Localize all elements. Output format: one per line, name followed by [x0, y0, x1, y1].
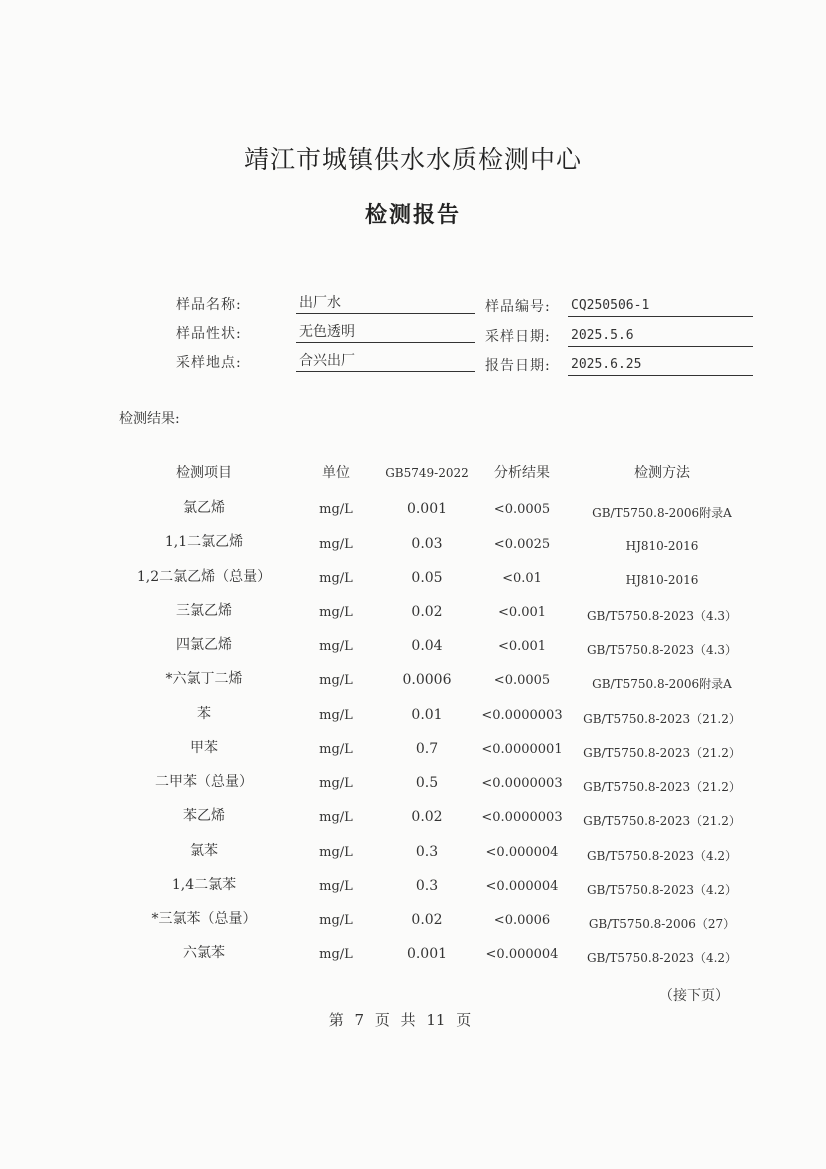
report-date-value: 2025.6.25: [568, 355, 753, 376]
cell-limit: 0.7: [415, 741, 439, 757]
header-standard: GB5749-2022: [385, 466, 469, 480]
cell-item: 1,1二氯乙烯: [164, 534, 244, 550]
cell-limit: 0.04: [411, 638, 443, 654]
cell-method: GB/T5750.8-2006附录A: [592, 506, 732, 520]
cell-result: <0.0025: [493, 537, 551, 552]
cell-limit: 0.02: [411, 604, 443, 620]
cell-limit: 0.3: [415, 878, 439, 894]
cell-item: 1,4二氯苯: [171, 877, 237, 893]
cell-limit: 0.03: [411, 536, 443, 552]
cell-method: GB/T5750.8-2023（21.2）: [583, 746, 741, 760]
cell-unit: mg/L: [319, 742, 353, 757]
cell-result: <0.0000003: [481, 708, 563, 723]
cell-item: 三氯乙烯: [176, 603, 232, 619]
cell-unit: mg/L: [319, 537, 353, 552]
cell-limit: 0.5: [415, 775, 439, 791]
sample-property-label: 样品性状:: [176, 326, 242, 342]
cell-result: <0.000004: [485, 845, 559, 860]
cell-unit: mg/L: [319, 776, 353, 791]
cell-method: GB/T5750.8-2006附录A: [592, 677, 732, 691]
cell-method: HJ810-2016: [625, 573, 699, 587]
cell-item: *六氯丁二烯: [165, 671, 243, 687]
cell-item: 苯乙烯: [183, 808, 225, 824]
cell-unit: mg/L: [319, 502, 353, 517]
cell-method: GB/T5750.8-2023（4.2）: [586, 849, 738, 863]
sampling-location-label: 采样地点:: [176, 355, 242, 371]
cell-unit: mg/L: [319, 639, 353, 654]
sampling-location-value: 合兴出厂: [296, 351, 475, 372]
header-unit: 单位: [322, 465, 350, 481]
cell-item: 苯: [197, 706, 211, 722]
cell-method: GB/T5750.8-2006（27）: [588, 917, 736, 931]
cell-item: 氯苯: [190, 843, 218, 859]
cell-method: GB/T5750.8-2023（4.3）: [586, 643, 738, 657]
cell-result: <0.0006: [493, 913, 551, 928]
organization-title: 靖江市城镇供水水质检测中心: [243, 145, 582, 174]
sample-name-label: 样品名称:: [176, 297, 242, 313]
cell-item: *三氯苯（总量）: [151, 911, 257, 927]
cell-unit: mg/L: [319, 913, 353, 928]
cell-result: <0.0000001: [481, 742, 563, 757]
sample-number-value: CQ250506-1: [568, 296, 753, 317]
cell-result: <0.01: [502, 571, 542, 586]
sample-number-label: 样品编号:: [485, 299, 551, 315]
cell-unit: mg/L: [319, 673, 353, 688]
cell-unit: mg/L: [319, 810, 353, 825]
results-label: 检测结果:: [119, 411, 180, 427]
cell-item: 1,2二氯乙烯（总量）: [136, 569, 272, 585]
continue-note: （接下页）: [659, 988, 729, 1004]
cell-method: HJ810-2016: [625, 539, 699, 553]
cell-limit: 0.02: [411, 912, 443, 928]
page-number: 第 7 页 共 11 页: [328, 1011, 472, 1029]
cell-method: GB/T5750.8-2023（21.2）: [583, 814, 741, 828]
cell-result: <0.001: [497, 605, 547, 620]
cell-limit: 0.001: [406, 946, 448, 962]
header-item: 检测项目: [176, 465, 232, 481]
report-date-label: 报告日期:: [485, 358, 551, 374]
cell-limit: 0.01: [411, 707, 443, 723]
cell-limit: 0.0006: [402, 672, 452, 688]
cell-unit: mg/L: [319, 571, 353, 586]
cell-limit: 0.02: [411, 809, 443, 825]
cell-item: 氯乙烯: [183, 500, 225, 516]
cell-unit: mg/L: [319, 708, 353, 723]
cell-limit: 0.3: [415, 844, 439, 860]
cell-result: <0.000004: [485, 947, 559, 962]
cell-unit: mg/L: [319, 879, 353, 894]
cell-item: 四氯乙烯: [176, 637, 232, 653]
header-result: 分析结果: [494, 465, 550, 481]
cell-result: <0.0000003: [481, 776, 563, 791]
cell-result: <0.0005: [493, 502, 551, 517]
sampling-date-label: 采样日期:: [485, 329, 551, 345]
sample-name-value: 出厂水: [296, 293, 475, 314]
cell-item: 二甲苯（总量）: [155, 774, 253, 790]
report-title: 检测报告: [364, 202, 461, 228]
sampling-date-value: 2025.5.6: [568, 326, 753, 347]
cell-method: GB/T5750.8-2023（4.2）: [586, 883, 738, 897]
cell-result: <0.0000003: [481, 810, 563, 825]
cell-item: 六氯苯: [183, 945, 225, 961]
cell-unit: mg/L: [319, 845, 353, 860]
cell-item: 甲苯: [190, 740, 218, 756]
cell-result: <0.000004: [485, 879, 559, 894]
cell-limit: 0.05: [411, 570, 443, 586]
cell-method: GB/T5750.8-2023（4.2）: [586, 951, 738, 965]
cell-unit: mg/L: [319, 605, 353, 620]
cell-result: <0.001: [497, 639, 547, 654]
cell-method: GB/T5750.8-2023（21.2）: [583, 780, 741, 794]
cell-limit: 0.001: [406, 501, 448, 517]
cell-unit: mg/L: [319, 947, 353, 962]
cell-result: <0.0005: [493, 673, 551, 688]
cell-method: GB/T5750.8-2023（21.2）: [583, 712, 741, 726]
sample-property-value: 无色透明: [296, 322, 475, 343]
header-method: 检测方法: [634, 465, 690, 481]
cell-method: GB/T5750.8-2023（4.3）: [586, 609, 738, 623]
